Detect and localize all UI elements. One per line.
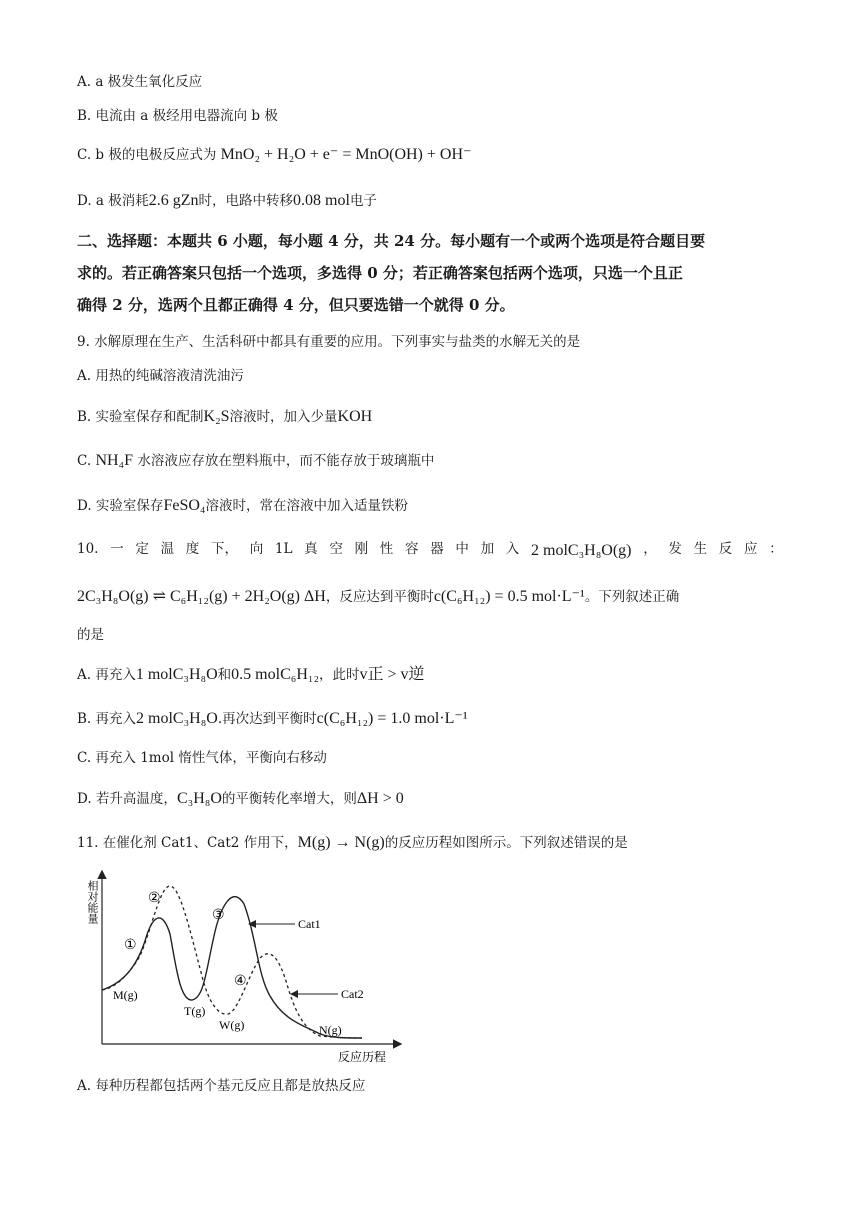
q10-stem-char: 应 [744,541,758,557]
q10-stem-char: 度 [185,541,200,557]
q11-stem-suffix: 的反应历程如图所示。下列叙述错误的是 [384,835,628,851]
q10-option-a-mid2: ，此时 [319,667,360,683]
q10-option-b-prefix: B. 再充入 [77,711,137,727]
q10-option-d [77,789,404,808]
q10-stem-char: 器 [430,541,444,557]
q10-stem-char: 空 [329,541,343,557]
q10-equation-line [77,587,679,606]
q8-option-a: A. a 极发生氧化反应 [77,74,203,90]
series-cat1-curve [102,897,362,1038]
legend-cat2-label: Cat2 [341,987,364,1001]
q11-stem-prefix: 11. 在催化剂 Cat1、Cat2 作用下， [77,835,298,851]
q9-stem: 9. 水解原理在生产、生活科研中都具有重要的应用。下列事实与盐类的水解无关的是 [77,334,581,350]
q8-option-d-mid: 时，电路中转移 [198,193,294,209]
q10-stem-end: 的是 [77,627,104,643]
q10-stem-char: 定 [135,541,149,557]
species-label-n: N(g) [319,1023,342,1037]
q9-option-b-chem2: KOH [337,408,373,425]
q10-stem-char: 下， [211,541,238,557]
q10-equation-tail: 。下列叙述正确 [584,589,680,605]
q10-stem-char: 中 [455,541,469,557]
q10-stem-char: 刚 [354,541,369,557]
q8-option-d [77,191,377,210]
q9-option-b-mid: 溶液时，加入少量 [229,409,338,425]
step-marker-4: ④ [234,974,247,989]
q10-equation-mid: ，反应达到平衡时 [325,589,434,605]
q10-option-d-relation: ΔH > 0 [356,790,404,807]
q10-option-d-mid: 的平衡转化率增大，则 [221,791,357,807]
q10-stem-char: 温 [160,541,175,557]
q10-stem-chem: 2 molC₃H₈O(g) [531,542,632,559]
q10-option-a [77,665,425,684]
q10-stem-char: 向 [249,541,264,557]
x-axis-label: 反应历程 [338,1050,387,1064]
q9-option-d-prefix: D. 实验室保存 [77,498,164,514]
q11-stem [77,833,628,852]
q10-option-a-prefix: A. 再充入 [77,667,136,683]
section2-line-1: 二、选择题：本题共 6 小题，每小题 4 分，共 24 分。每小题有一个或两个选项是符合题目要 [77,232,706,250]
q9-option-b [77,407,372,426]
species-label-t: T(g) [184,1004,206,1018]
q11-option-a: A. 每种历程都包括两个基元反应且都是放热反应 [77,1078,366,1094]
q10-stem-char: 真 [304,541,318,557]
q8-option-c-equation: MnO₂ + H₂O + e⁻ = MnO(OH) + OH⁻ [220,146,472,163]
q8-option-d-mol: 0.08 mol [293,192,350,209]
q8-option-d-prefix: D. a 极消耗 [77,193,149,209]
q8-option-b: B. 电流由 a 极经用电器流向 b 极 [77,108,278,124]
q10-stem-number: 10. [77,541,99,557]
q10-option-d-chem: C₃H₈O [176,790,222,807]
q10-stem-volume: 1L [274,541,293,557]
q10-stem-char: 发 [668,541,682,557]
q10-equilibrium-conc: c(C₆H₁₂) = 0.5 mol·L⁻¹ [433,588,585,605]
q10-stem-char: 反 [718,541,733,557]
species-label-w: W(g) [219,1018,245,1032]
q8-option-d-suffix: 电子 [349,193,377,209]
step-marker-1: ① [124,938,137,953]
q10-stem [77,541,783,560]
step-marker-3: ③ [212,908,225,923]
q10-stem-char: 入 [505,541,520,557]
q9-option-a: A. 用热的纯碱溶液清洗油污 [77,368,244,384]
q10-option-a-mid: 和 [217,667,232,683]
q9-option-c [77,451,434,470]
q8-option-d-mass: 2.6 gZn [148,192,199,209]
q9-option-d-suffix: 溶液时，常在溶液中加入适量铁粉 [205,498,408,514]
q10-option-d-prefix: D. 若升高温度， [77,791,177,807]
q9-option-c-suffix: 水溶液应存放在塑料瓶中，而不能存放于玻璃瓶中 [137,453,435,469]
section2-line-3: 确得 2 分，选两个且都正确得 4 分，但只要选错一个就得 0 分。 [77,296,515,314]
q10-option-a-chem2: 0.5 molC₆H₁₂ [231,666,320,683]
q8-option-c [77,145,471,164]
q10-stem-char: 性 [379,541,394,557]
q10-equation: 2C₃H₈O(g) ⇌ C₆H₁₂(g) + 2H₂O(g) ΔH [77,588,326,605]
q10-option-b-conc: c(C₆H₁₂) = 1.0 mol·L⁻¹ [316,710,468,727]
energy-profile-chart [80,866,410,1066]
q10-option-a-relation: v正 > v逆 [359,666,425,683]
q9-option-d-chem: FeSO₄ [163,497,206,514]
q10-option-b-chem: 2 molC₃H₈O [136,710,218,727]
q10-stem-char: ： [769,541,783,557]
q9-option-b-prefix: B. 实验室保存和配制 [77,409,204,425]
series-cat2-curve [102,886,362,1038]
section2-line-2: 求的。若正确答案只包括一个选项，多选得 0 分；若正确答案包括两个选项，只选一个且正 [77,264,683,282]
q10-option-a-chem: 1 molC₃H₈O [135,666,218,683]
q9-option-c-chem: NH₄F [95,452,134,469]
q10-stem-char: 一 [110,541,124,557]
species-label-m: M(g) [113,988,138,1002]
q10-option-b [77,709,468,728]
q10-stem-char: ， [643,541,657,557]
q9-option-b-chem: K₂S [203,408,230,425]
q10-stem-char: 容 [404,541,419,557]
q8-option-c-prefix: C. b 极的电极反应式为 [77,147,217,163]
step-marker-2: ② [148,891,161,906]
q9-option-d [77,496,408,515]
q11-stem-chem: M(g) → N(g) [297,834,385,851]
q10-stem-char: 加 [480,541,495,557]
y-axis-label: 相对能量 [86,880,98,924]
q9-option-c-prefix: C. [77,453,92,469]
q10-stem-char: 生 [693,541,708,557]
q10-option-c: C. 再充入 1mol 惰性气体，平衡向右移动 [77,750,327,766]
q10-option-b-mid: .再次达到平衡时 [217,711,317,727]
legend-cat1-label: Cat1 [298,917,321,931]
